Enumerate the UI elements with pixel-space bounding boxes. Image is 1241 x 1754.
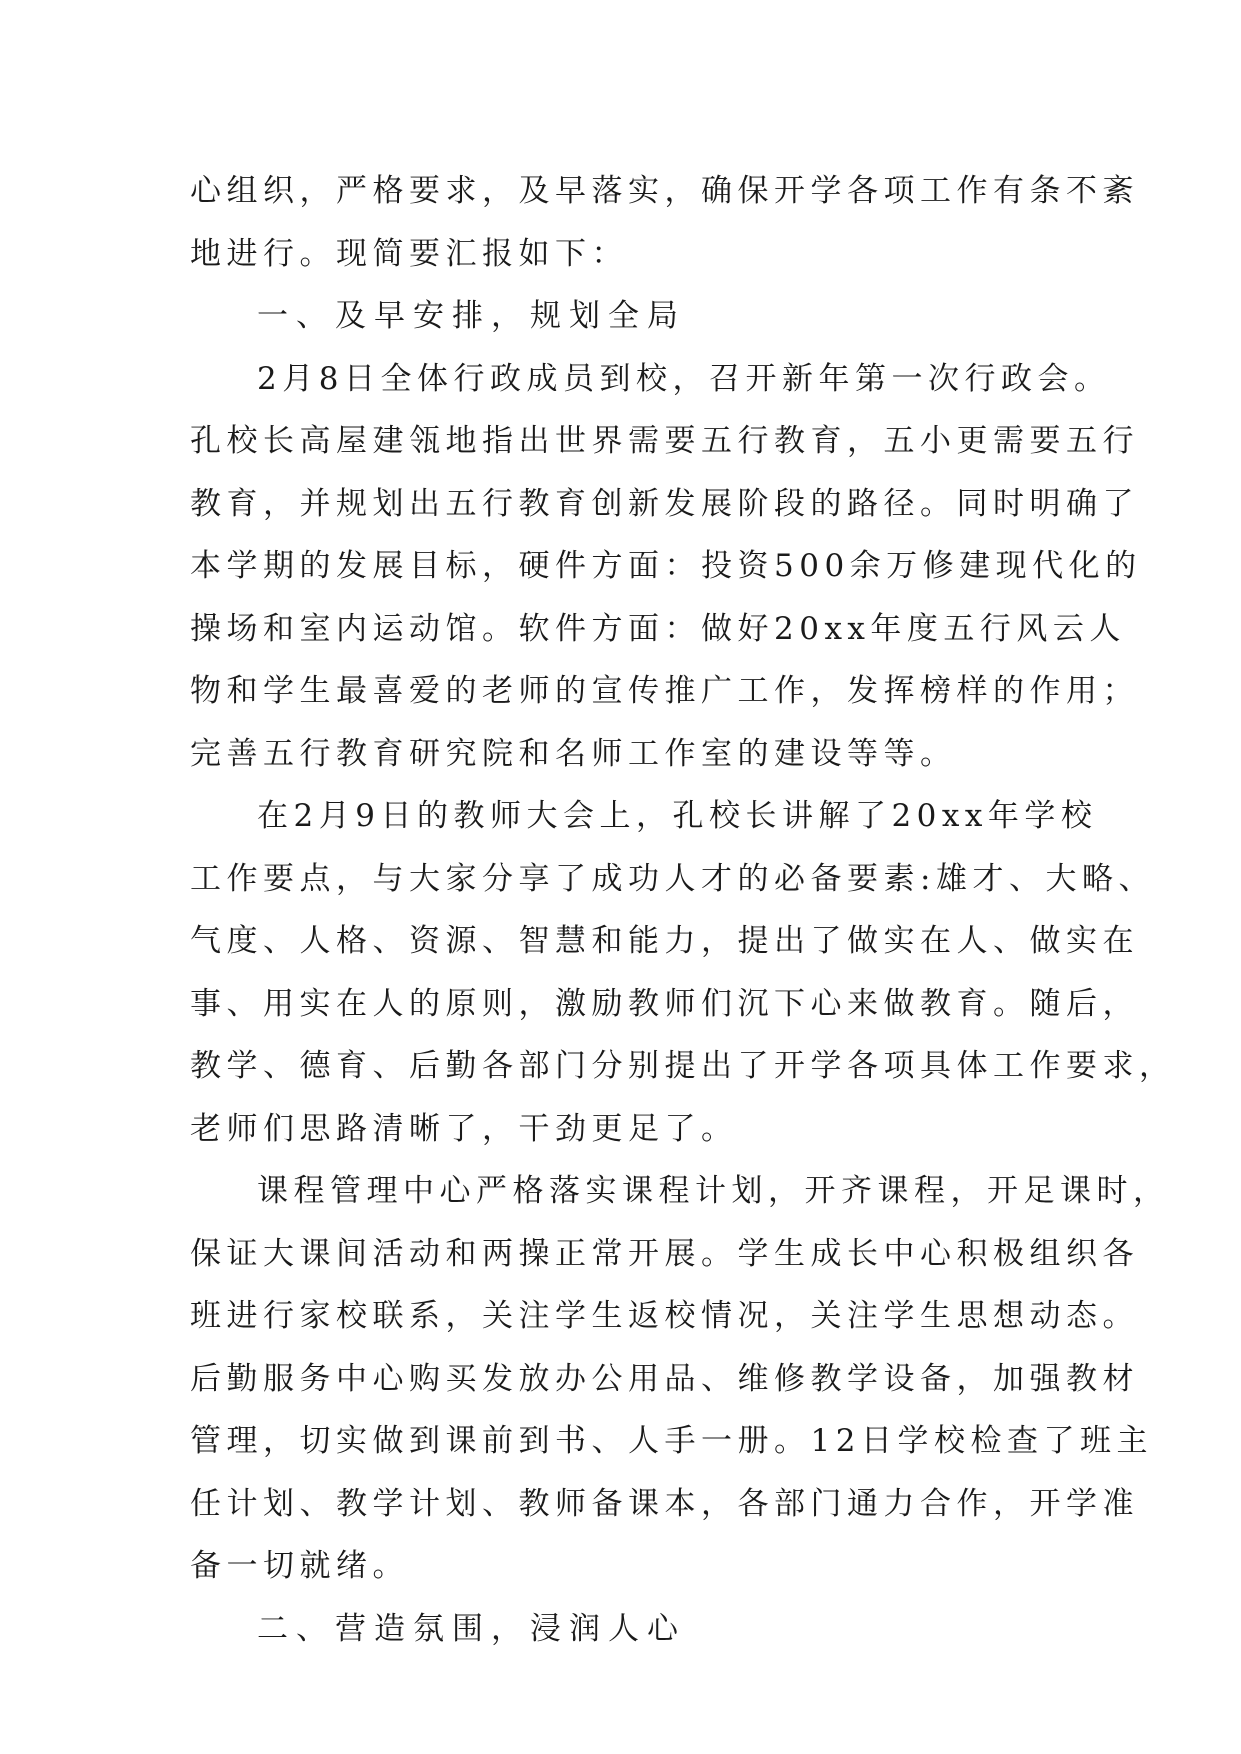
body-line-13: 气度、人格、资源、智慧和能力，提出了做实在人、做实在 bbox=[190, 923, 1139, 959]
body-line-8: 操场和室内运动馆。软件方面：做好20xx年度五行风云人 bbox=[190, 610, 1126, 647]
body-line-6: 教育，并规划出五行教育创新发展阶段的路径。同时明确了 bbox=[190, 485, 1139, 522]
body-line-18: 保证大课间活动和两操正常开展。学生成长中心积极组织各 bbox=[190, 1235, 1139, 1272]
body-line-12: 工作要点，与大家分享了成功人才的必备要素:雄才、大略、 bbox=[190, 860, 1155, 897]
body-line-15: 教学、德育、后勤各部门分别提出了开学各项具体工作要求， bbox=[190, 1048, 1176, 1084]
document-body bbox=[190, 160, 1176, 1660]
body-line-9: 物和学生最喜爱的老师的宣传推广工作，发挥榜样的作用； bbox=[190, 673, 1139, 709]
body-line-7: 本学期的发展目标，硬件方面：投资500余万修建现代化的 bbox=[190, 548, 1142, 584]
section-heading-2: 二、营造氛围，浸润人心 bbox=[257, 1610, 686, 1647]
body-line-20: 后勤服务中心购买发放办公用品、维修教学设备，加强教材 bbox=[190, 1360, 1139, 1397]
body-line-10: 完善五行教育研究院和名师工作室的建设等等。 bbox=[190, 735, 957, 772]
body-line-2: 地进行。现简要汇报如下： bbox=[190, 235, 628, 272]
body-line-21: 管理，切实做到课前到书、人手一册。12日学校检查了班主 bbox=[190, 1423, 1153, 1459]
body-line-11: 在2月9日的教师大会上，孔校长讲解了20xx年学校 bbox=[257, 798, 1098, 834]
body-line-23: 备一切就绪。 bbox=[190, 1548, 409, 1584]
body-line-16: 老师们思路清晰了，干劲更足了。 bbox=[190, 1110, 738, 1147]
body-line-22: 任计划、教学计划、教师备课本，各部门通力合作，开学准 bbox=[190, 1485, 1139, 1522]
section-heading-1: 一、及早安排，规划全局 bbox=[257, 298, 686, 334]
body-line-5: 孔校长高屋建瓴地指出世界需要五行教育，五小更需要五行 bbox=[190, 423, 1139, 459]
body-line-19: 班进行家校联系，关注学生返校情况，关注学生思想动态。 bbox=[190, 1298, 1139, 1334]
body-line-4: 2月8日全体行政成员到校，召开新年第一次行政会。 bbox=[257, 360, 1111, 397]
body-line-17: 课程管理中心严格落实课程计划，开齐课程，开足课时， bbox=[257, 1173, 1170, 1209]
body-line-1: 心组织，严格要求，及早落实，确保开学各项工作有条不紊 bbox=[190, 173, 1139, 209]
body-line-14: 事、用实在人的原则，激励教师们沉下心来做教育。随后， bbox=[190, 985, 1139, 1022]
